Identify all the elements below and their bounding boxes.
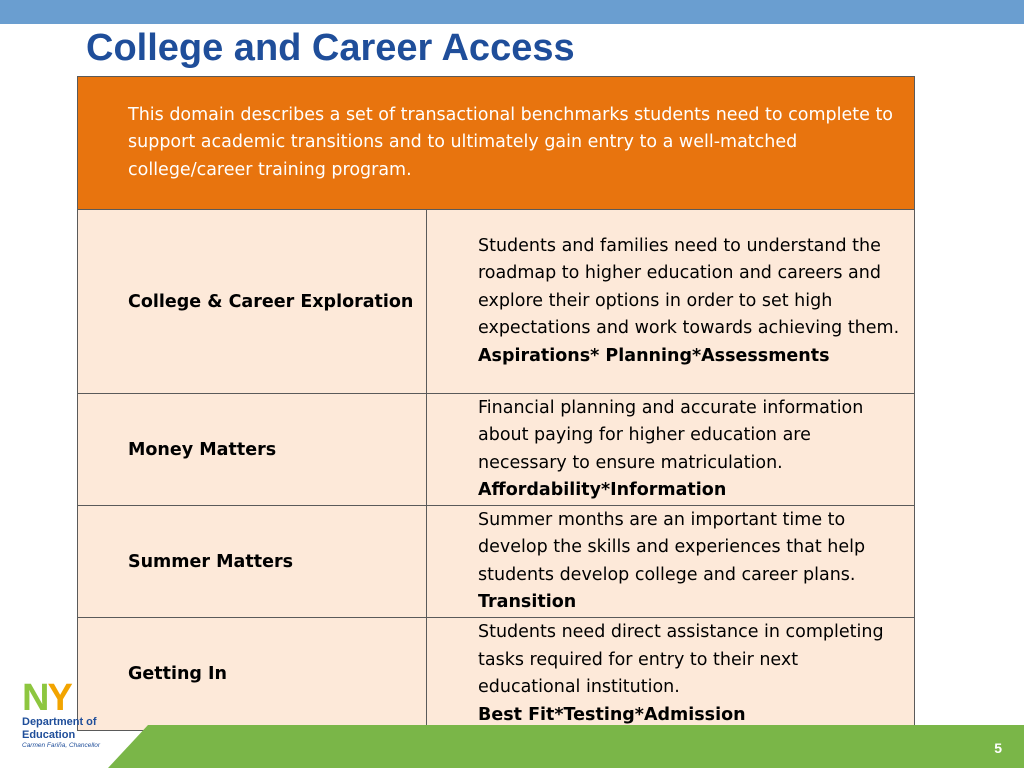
- table-header-cell: [78, 77, 915, 210]
- row-description: Students and families need to understand the roadmap to higher education and careers and explore their options in order to set high expectations and work towards achieving them.: [478, 235, 900, 339]
- benchmarks-table: [77, 76, 915, 731]
- row-label: Getting In: [128, 664, 228, 684]
- row-description-cell: [427, 506, 915, 618]
- footer-green-band: [0, 725, 1024, 768]
- table-row: [78, 618, 915, 731]
- row-label: Money Matters: [128, 439, 277, 460]
- row-keywords: Transition: [478, 592, 577, 612]
- row-label-cell: [78, 618, 427, 731]
- domain-description: This domain describes a set of transactional benchmarks students need to complete to support academic transitions and to ultimately gain entry to a well-matched college/career training program.: [128, 104, 894, 180]
- row-description-cell: [427, 618, 915, 731]
- row-keywords: Aspirations* Planning*Assessments: [478, 345, 830, 366]
- logo-chancellor-line: Carmen Fariña, Chancellor: [22, 742, 101, 749]
- logo-education-line: Education: [22, 729, 76, 741]
- ny-logo-mark: N Y: [22, 677, 71, 719]
- page-number: 5: [994, 740, 1002, 756]
- logo-department-line: Department of: [22, 716, 97, 728]
- row-label: College & Career Exploration: [128, 291, 414, 312]
- row-label-cell: [78, 394, 427, 506]
- row-description: Students need direct assistance in completing tasks required for entry to their next educational institution.: [478, 622, 884, 697]
- row-label-cell: [78, 210, 427, 394]
- row-keywords: Affordability*Information: [478, 480, 727, 500]
- table-row: [78, 506, 915, 618]
- table-row: [78, 210, 915, 394]
- top-accent-bar: [0, 0, 1024, 24]
- row-description: Financial planning and accurate information about paying for higher education are necessary to ensure matriculation.: [478, 397, 864, 473]
- table-row: [78, 394, 915, 506]
- row-description: Summer months are an important time to develop the skills and experiences that help students develop college and career plans.: [478, 509, 866, 585]
- row-keywords: Best Fit*Testing*Admission: [478, 704, 746, 725]
- row-label: Summer Matters: [128, 551, 293, 572]
- row-description-cell: [427, 394, 915, 506]
- row-description-cell: [427, 210, 915, 394]
- table-header-row: [78, 77, 915, 210]
- row-label-cell: [78, 506, 427, 618]
- slide-title: College and Career Access: [86, 27, 575, 69]
